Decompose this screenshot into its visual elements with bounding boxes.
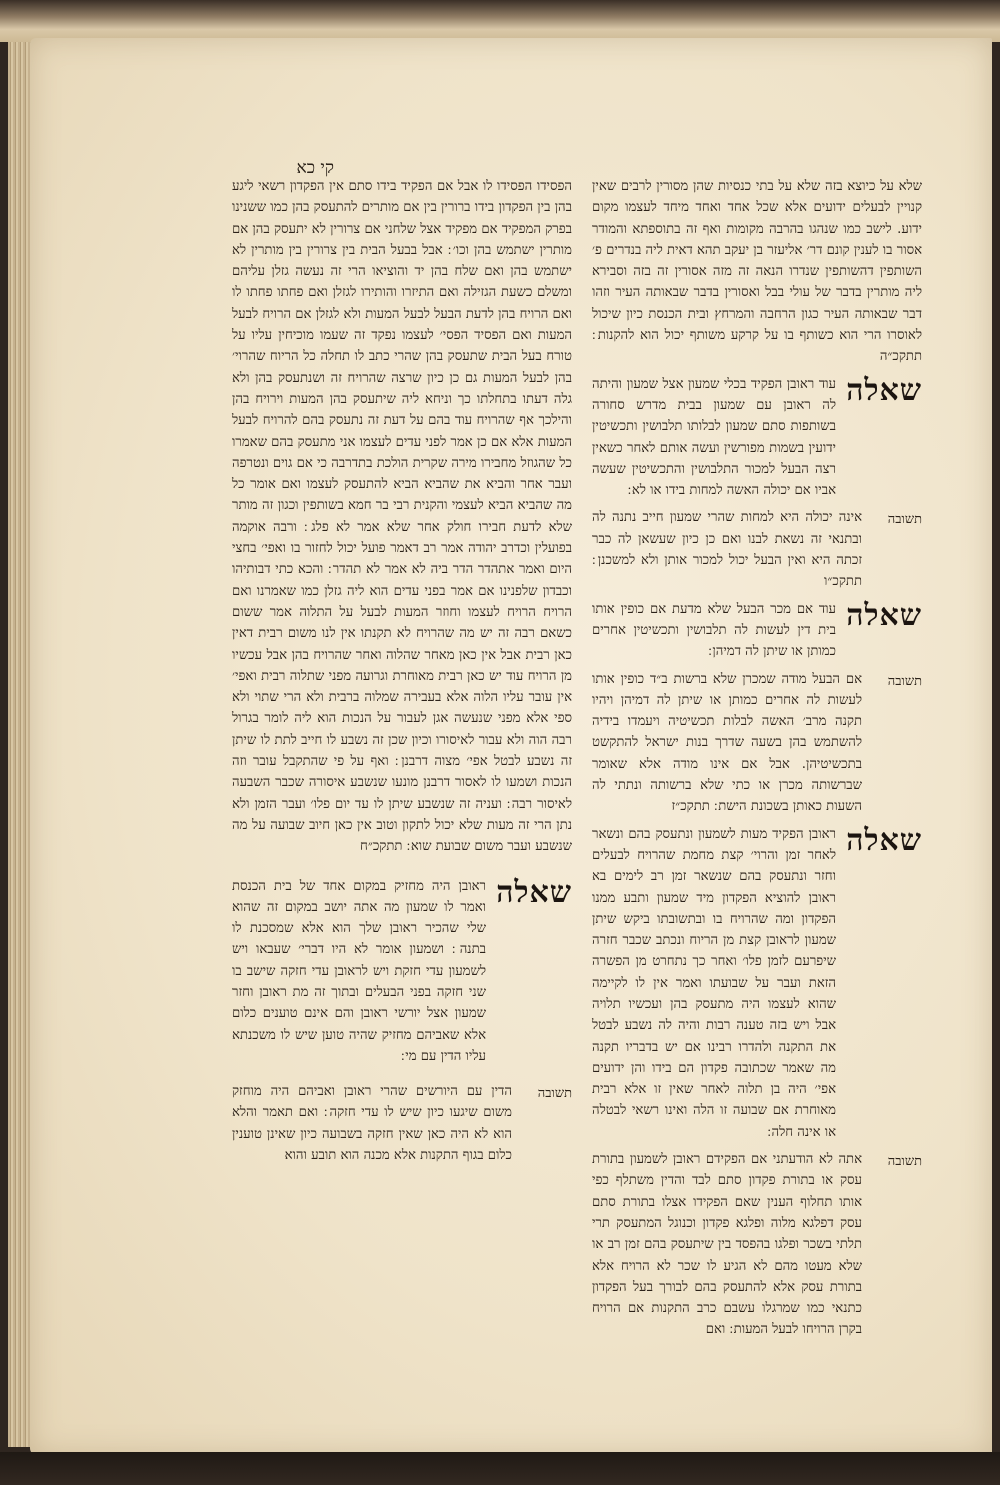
answer-text: אינה יכולה היא למחות שהרי שמעון חייב נתנה לה ובתנאי זה נשאת לבנו ואם כן כיון שעשאן לה כבר זכתה היא ואין הבעל יכול למכור אותן ולא למשכנן ׃ תתקכ״ו: [592, 510, 862, 590]
answer-block-2: [592, 669, 922, 818]
answer-heading: תשובה: [887, 512, 922, 528]
right-column: [592, 176, 922, 1345]
question-block-4: [232, 876, 572, 1068]
answer-block-4: [232, 1081, 572, 1166]
bottom-shadow: [0, 1452, 1000, 1485]
answer-heading: תשובה: [887, 673, 922, 689]
answer-heading: תשובה: [887, 1154, 922, 1170]
question-heading: שאלה: [846, 597, 922, 633]
answer-block-1: [592, 507, 922, 592]
question-block-2: [592, 599, 922, 663]
answer-block-3: [592, 1149, 922, 1341]
question-text: עוד אם מכר הבעל שלא מדעת אם כופין אותו בית דין לעשות לה תלבושין ותכשיטין אחרים כמותן או שיתן לה דמיהן ׃: [592, 601, 836, 660]
right-opening-text: שלא על כיוצא בזה שלא על בתי כנסיות שהן מסורין לרבים שאין קנויין לבעלים ידועים אלא שכל אחד ואחד מיחד לעצמו מקום ידוע. לישב כמו שנהגו בהרבה מקומות ואף זה בתוספתא והמודר אסור בו לענין קונם דר׳ אליעזר בן יעקב תהא דאית ליה בנדרים פ׳ השותפין דהשותפין שנדרו הנאה זה מזה אסורין זה בזה וסבירא ליה מותרין בדבר של עולי בבל ואסורין בדבר שבאותה העיר וזהו דבר שבאותה העיר כגון הרחבה והמרחץ ובית הכנסת כיון שיכול לאוסרו הרי הוא כשותף בו על קרקע משותף יכול הוא להקנות ׃ תתקכ״ה: [592, 179, 922, 365]
left-column: [232, 176, 572, 1170]
page-block-edge: [8, 42, 32, 1447]
question-text: עוד ראובן הפקיד בכלי שמעון אצל שמעון והיתה לה ראובן עם שמעון בבית מדרש סחורה בשותפות סתם שמעון לבלותו תלבושין ותכשיטין ידועין בשמות מפורשין ועשה אותם לאחר כשאין רצה הבעל למכור התלבושין והתכשיטין שעשה אביו אם יכולה האשה למחות בידו או לא ׃: [592, 376, 836, 499]
answer-heading: תשובה: [537, 1086, 572, 1102]
answer-text: אם הבעל מודה שמכרן שלא ברשות ב״ד כופין אותו לעשות לה אחרים כמותן או שיתן לה דמיהן ויהיו תקנה מרב׳ האשה לבלות תכשיטיה ויעמדו בידיה להשתמש בהן בשעה שדרך בנות ישראל להתקשט בתכשיטיהן. אבל אם אינו מודה אלא שאומר שברשותה מכרן או כתי שלא ברשותה ונתתי לה השעות כאותן בשכונת הישת ׃ תתקכ״ז: [592, 671, 862, 815]
book-top-edge: [0, 0, 1000, 42]
question-block-3: [592, 824, 922, 1143]
question-text: ראובן היה מחזיק במקום אחד של בית הכנסת ואמר לו שמעון מה אתה יושב במקום זה שהוא שלי שהכיר ראובן שלך הוא אלא שמסכנת לו בתנה ׃ ושמעון אומר לא היו דברי׳ שעבאו ויש לשמעון עדי חזקת ויש לראובן עדי חזקה שישב בו שני חזקה בפני הבעלים ובתוך זה מת ראובן וחזר שמעון אצל יורשי ראובן והם אינם טוענים כלום אלא שאביהם מחזיק שהיה טוען שיש לו משכנתא עליו הדין עם מי ׃: [232, 878, 486, 1064]
question-text: ראובן הפקיד מעות לשמעון ונתעסק בהם ונשאר לאחר זמן והרוי׳ קצת מחמת שהרויח לבעלים וחזר ונתעסק בהם שנשאר זמן רב לימים בא ראובן להוציא הפקדון מיד שמעון ותבע ממנו הפקדון ומה שהרויח בו ובתשובתו ביקש שיתן שמעון לראובן קצת מן הריוח ונכתב שכבר חזרה שיפרעם לזמן פלו׳ ואחר כך נתחרט מן הפשרה הזאת ועבר על שבועתו ואמר אין לו לקיימה שהוא לעצמו היה מתעסק בהן ועכשיו תלויה אבל ויש בזה טענה רבות והיה לה נשבע לבטל את התקנה ולהדרו רבינו אם יש בדבריו תקנה מה שאמר שכתובה פקדון הם בידו והן ידועים אפי׳ היה בן תלוה לאחר שאין זו אלא רבית מאוחרת אם שבועה זו הלה ואינו רשאי לבטלה או אינה חלה ׃: [592, 826, 836, 1140]
answer-text: אתה לא הודעתני אם הפקידם ראובן לשמעון בתורת עסק או בתורת פקדון סתם לבד והדין משתלף כפי אותו תחלוף הענין שאם הפקידו אצלו בתורת סתם עסק דפלגא מלוה ופלגא פקדון וכנוגל המתעסק תרי תלתי בשכר ופלגו בהפסד בין שיתעסק בהם זמן רב או שלא מעטו מהם לא הגיע לו שכר לא הרויח אלא בתורת עסק אלא להתעסק בהם לבורך בעל הפקדון כתנאי כמו שמרגלו עשבם כרב התקנות אם הרויח בקרן הרויחו לבעל המעות ׃ ואם: [592, 1152, 862, 1338]
left-opening-text: הפסידו הפסידו לו אבל אם הפקיד בידו סתם אין הפקדון רשאי ליגע בהן בין הפקדון בידו ברורין בין אם מותרים להתעסק בהן כמו ששנינו בפרק המפקיד אם מפקיד אצל שלחני אם צרורין לא יתעסק בהן אם מותרין ישתמש בהן וכו׳ ׃ אבל בבעל הבית בין צרורין בין מותרין לא ישתמש בהן ואם שלח בהן יד והוציאו הרי זה נעשה גזלן עליהם ומשלם כשעת הגזילה ואם התיזרו והותירו לגזלן ואם פחתו פחתו לו ואם הרויח בהן לדעת הבעל לבעל המעות ולא לגזלן אם הרויח לבעל המעות ואם הפסיד הפסי׳ לעצמו נפקד זה שעמו מוכיחין עליו על טורח בעל הבית שתעסק בהן שהרי כתב לו תחלה כל הריוח שהרוי׳ בהן לבעל המעות גם כן כיון שרצה שהרויח זה ושנתעסק בהן ולא גלה דעתו בתחלתו כך וניחא ליה שיתעסק בהן המעות וירויח בהן והילכך אף שהרויח עוד בהם על דעת זה נתעסק בהם להרויח לבעל המעות אלא אם כן אמר לפני עדים לעצמו אני מתעסק בהם שאמרו כל שהגוזל מחבירו מירה שקרית הולכת בתדרבה כי אם גוים ונטרפה ועבר אחר והביא את שהביא הביא להתעסק לעצמו ואם אומר כל מה שהביא הביא לעצמי והקנית רבי בר חמא בשותפין וכגון זה מותר שלא לדעת חבירו חולק אחר שלא אמר לא פלג ׃ ורבה אוקמה בפועלין וכדרב יהודה אמר רב דאמר פועל יכול לחזור בו ואפי׳ בחצי היום ואמר אתהדר הדר ביה לא אמר לא תהדר ׃ והכא כתי דבותיהו וכבדון שלפנינו אם אמר בפני עדים הוא ליה גזלן כמו שאמרנו ואם הרויח הרויח לעצמו וחוזר המעות לבעל על התלוה אמר ששום כשאם רבה זה יש מה שהרויח לא תקנתו אין לנו משום רבית דאין כאן רבית אבל אין כאן מאחר שהלוה ואחר שהרויח בהן אבל עכשיו מן הרויח עוד יש כאן רבית מאוחרת וגרועה מפני שתלוה רבית ואפי׳ אין עובר עליו הלוה אלא בעבירה שמלוה ברבית ולא הרי שתוי ולא ספי אלא מפני שנעשה אגן לעבור על הנכות הוא ליה לומר בגרול רבה הוה ולא עבור לאיסורו וכיון שכן זה נשבע לו חייב לתת לו שיתן זה נשבע לבטל אפי׳ מצוה דרבנן ׃ ואף על פי שהתקבל עובר וזה הנכות ושמעו לו לאסור דרבנן מונעו שנשבע איסורה שכבר השבעה לאיסור רבה ׃ ועניה זה שנשבע שיתן לו עד יום פלו׳ ועבר הזמן ולא נתן הרי זה מעות שלא יכול לתקון וטוב אין כאן חיוב שבועה על מה שנשבע ועבר משום שבועת שוא ׃ תתקכ״ח: [232, 179, 572, 855]
question-block-1: [592, 374, 922, 502]
folio-number: קי כא: [296, 158, 334, 178]
question-heading: שאלה: [846, 372, 922, 408]
answer-text: הדין עם היורשים שהרי ראובן ואביהם היה מוחזק משום שיגעו כיון שיש לו עדי חזקה ׃ ואם תאמר והלא הוא לא היה כאן שאין חזקה בשבועה כיון שאינן טוענין כלום בגוף התקנות אלא מכנה הוא תובע והוא: [232, 1084, 512, 1164]
question-heading: שאלה: [846, 822, 922, 858]
question-heading: שאלה: [496, 874, 572, 910]
